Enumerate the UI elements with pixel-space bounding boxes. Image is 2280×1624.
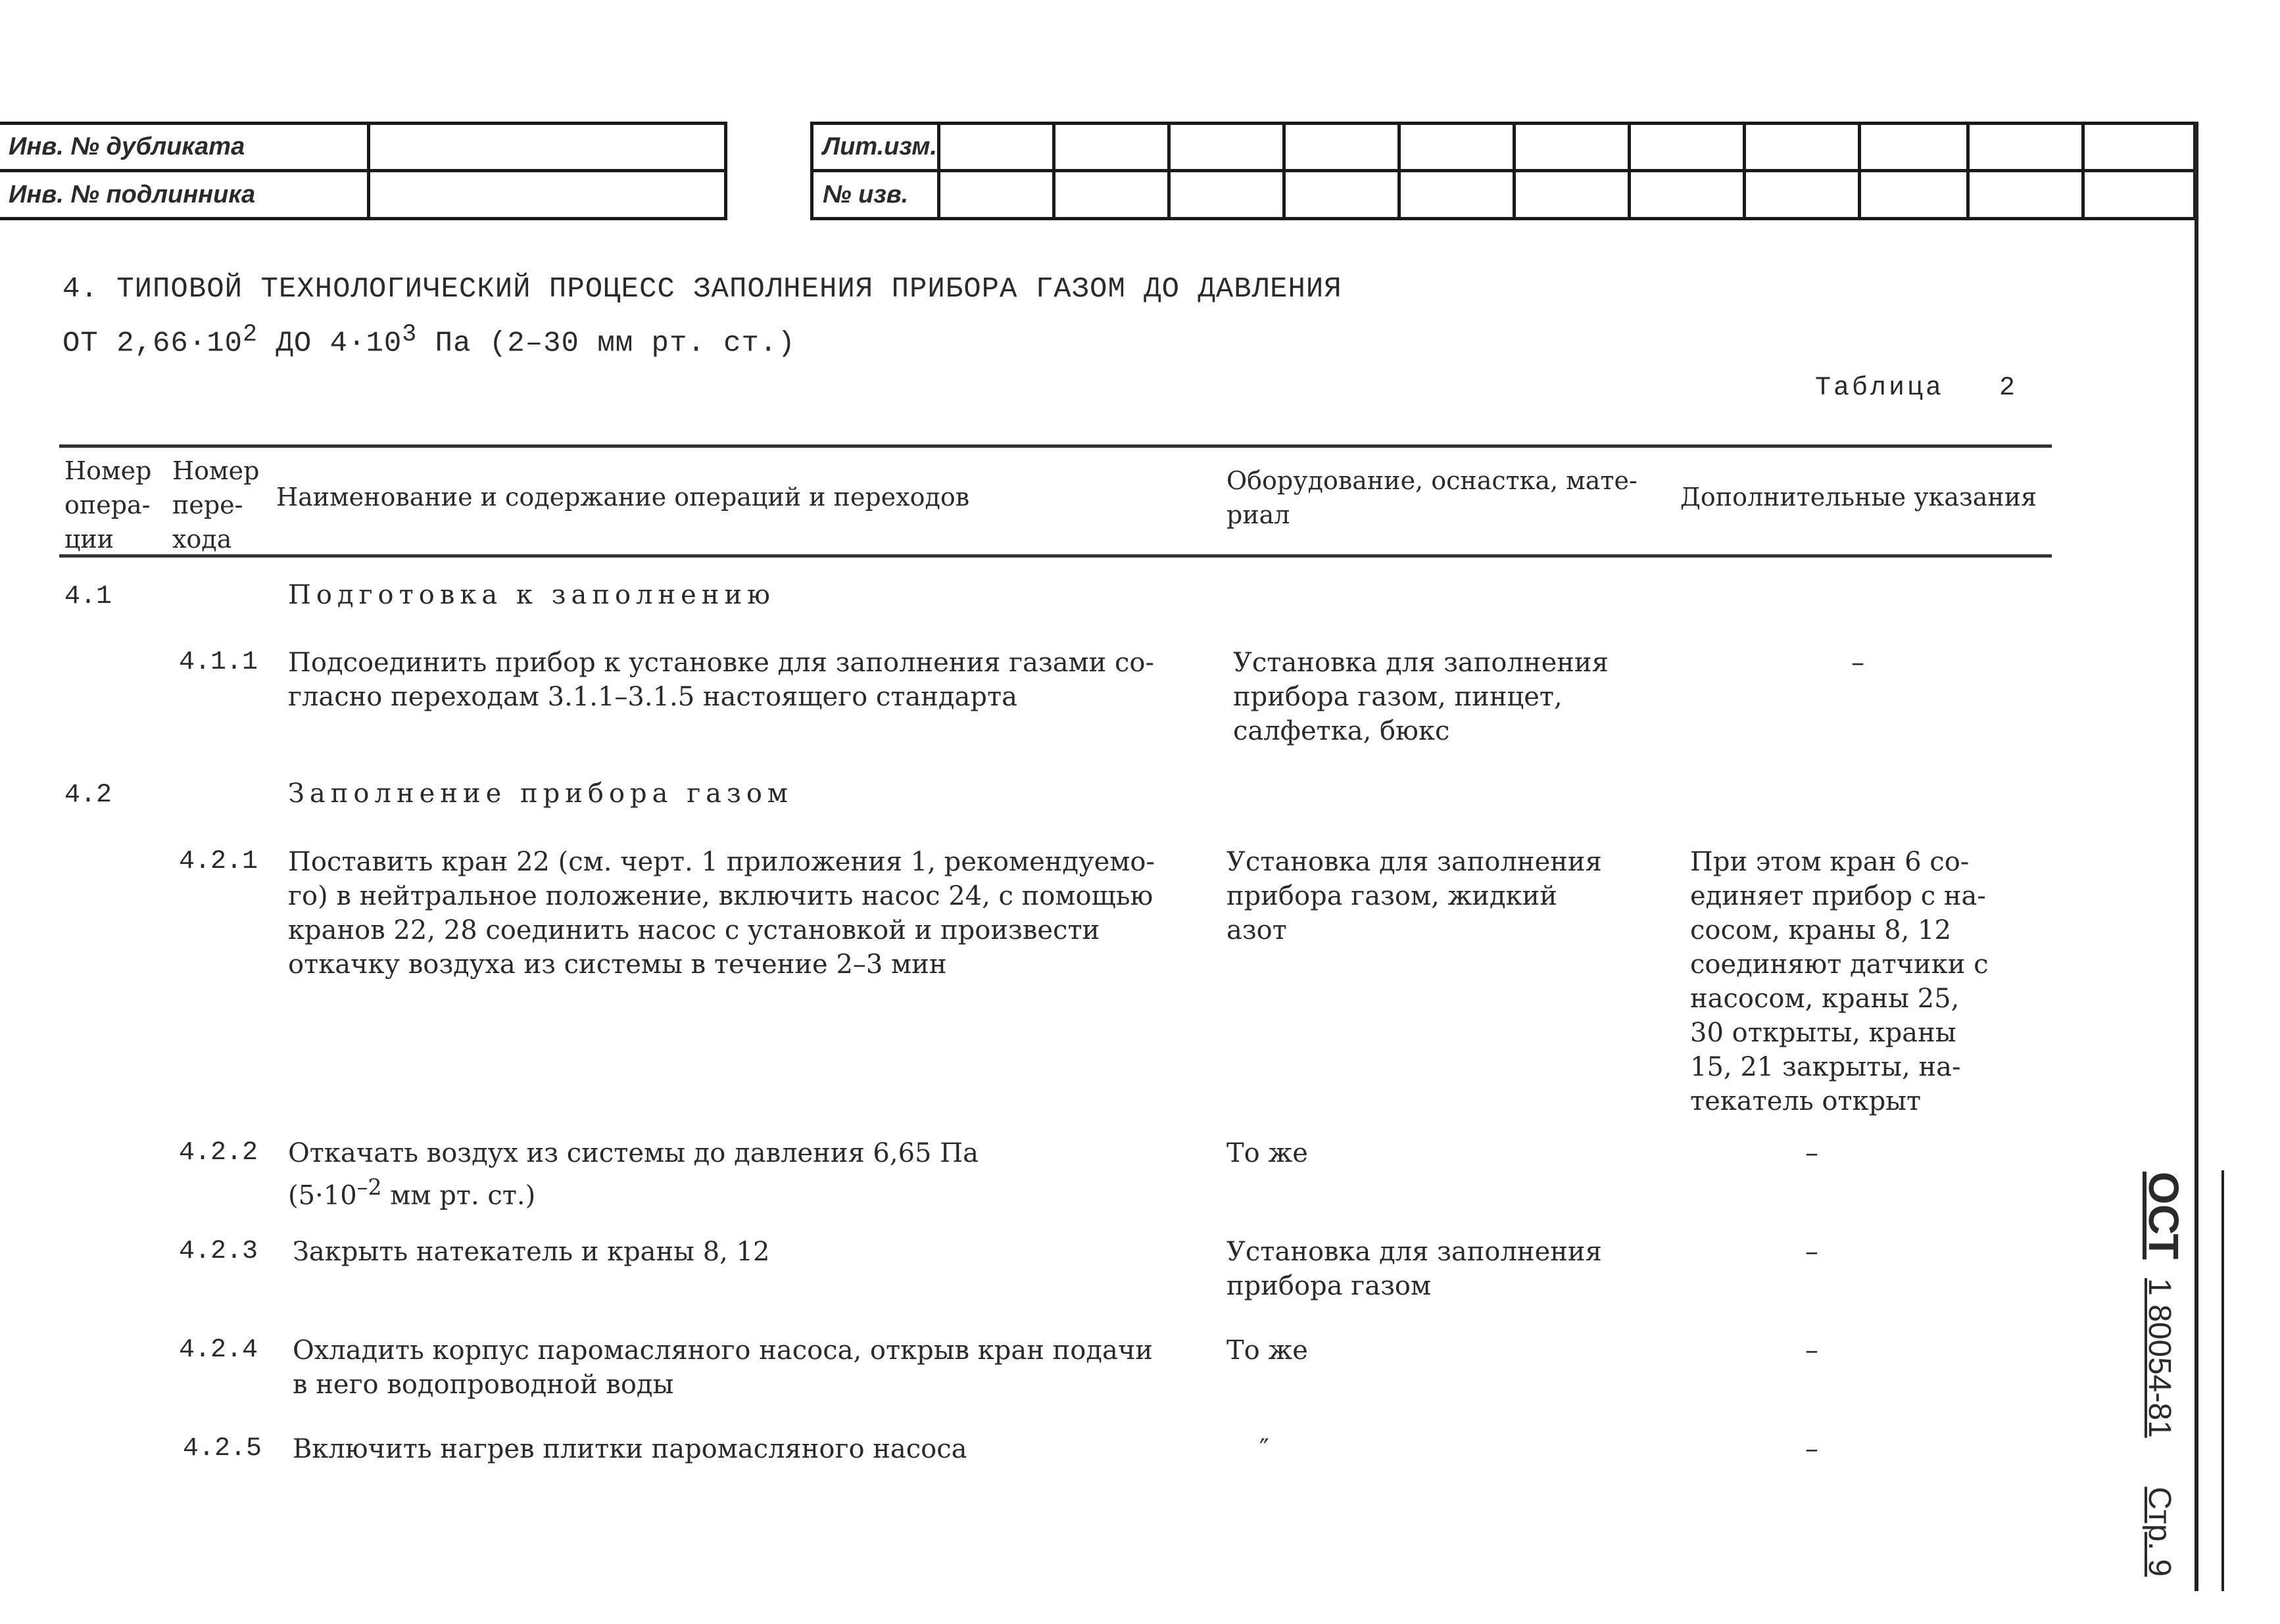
standard-number: 1 80054-81	[2142, 1278, 2177, 1438]
page-number: Стр. 9	[2142, 1487, 2177, 1577]
stamp-revisions	[810, 122, 2196, 220]
step-number: 4.2.5	[183, 1434, 262, 1464]
step-text: Охладить корпус паромасляного насоса, открыв кран подачи в него водопроводной воды	[293, 1335, 1153, 1400]
header-col-step: Номер пере- хода	[172, 456, 260, 554]
header-col-operation: Номер опера- ции	[64, 456, 152, 554]
step-equipment: Установка для заполнения прибора газом, жидкий азот	[1226, 847, 1602, 945]
header-col-content: Наименование и содержание операций и переходов	[276, 483, 970, 512]
step-text: Подсоединить прибор к установке для заполнения газами со- гласно переходам 3.1.1–3.1.5 настоящего стандарта	[288, 648, 1155, 712]
operation-title: Подготовка к заполнению	[288, 580, 775, 610]
stamp-duplicate-original	[0, 122, 727, 220]
section-title-line2: ОТ $2,66\cdot 10^2$ ДО $4\cdot 10^3$ Па (2–30 мм рт. ст.)	[62, 321, 796, 360]
operation-title: Заполнение прибора газом	[288, 778, 794, 809]
step-number: 4.1.1	[179, 648, 258, 677]
standard-side-label	[2104, 1164, 2223, 1585]
step-equipment: Установка для заполнения прибора газом, пинцет, салфетка, бюкс	[1233, 648, 1609, 746]
step-notes: –	[1805, 1434, 1818, 1464]
step-notes: –	[1851, 648, 1864, 678]
step-number: 4.2.1	[179, 847, 258, 876]
step-equipment: То же	[1226, 1138, 1308, 1168]
step-notes: –	[1805, 1138, 1818, 1168]
step-equipment: То же	[1226, 1335, 1308, 1366]
step-number: 4.2.3	[179, 1237, 258, 1266]
stamp-label-duplicate: Инв. № дубликата	[0, 124, 369, 171]
table-top-rule	[59, 444, 2052, 448]
step-text: Закрыть натекатель и краны 8, 12	[293, 1237, 770, 1267]
step-equipment: Установка для заполнения прибора газом	[1226, 1237, 1602, 1301]
table-caption: Таблица 2	[1815, 373, 2018, 403]
header-col-equipment: Оборудование, оснастка, мате- риал	[1226, 466, 1637, 529]
step-notes: При этом кран 6 со- единяет прибор с на- сосом, краны 8, 12 соединяют датчики с насосом, краны 25, 30 открыты, краны 15, 21 закрыты, на- текатель открыт	[1690, 847, 1989, 1116]
standard-prefix: ОСТ	[2140, 1171, 2187, 1260]
table-header-rule	[59, 554, 2052, 558]
stamp-label-lit: Лит.изм.	[812, 124, 939, 171]
step-text: Откачать воздух из системы до давления 6,65 Па ($5\cdot 10^{-2}$ мм рт. ст.)	[288, 1138, 979, 1211]
step-text: Включить нагрев плитки паромасляного насоса	[293, 1434, 967, 1464]
section-title-line1: 4. ТИПОВОЙ ТЕХНОЛОГИЧЕСКИЙ ПРОЦЕСС ЗАПОЛНЕНИЯ ПРИБОРА ГАЗОМ ДО ДАВЛЕНИЯ	[62, 273, 1342, 306]
step-notes: –	[1805, 1237, 1818, 1267]
operation-number: 4.1	[64, 582, 112, 611]
step-number: 4.2.2	[179, 1138, 258, 1168]
operation-number: 4.2	[64, 780, 112, 810]
stamp-cell-original	[369, 171, 726, 219]
step-equipment: ″	[1259, 1434, 1269, 1464]
stamp-cell-duplicate	[369, 124, 726, 171]
header-col-notes: Дополнительные указания	[1680, 483, 2037, 512]
step-number: 4.2.4	[179, 1335, 258, 1365]
step-text: Поставить кран 22 (см. черт. 1 приложения 1, рекомендуемо- го) в нейтральное положение, включить насос 24, с помощью кранов 22, 28 соединить насос с установкой и произвести откачку воздуха из системы в течение 2–3 мин	[288, 847, 1155, 980]
stamp-label-original: Инв. № подлинника	[0, 171, 369, 219]
stamp-label-notice: № изв.	[812, 171, 939, 219]
step-notes: –	[1805, 1335, 1818, 1366]
